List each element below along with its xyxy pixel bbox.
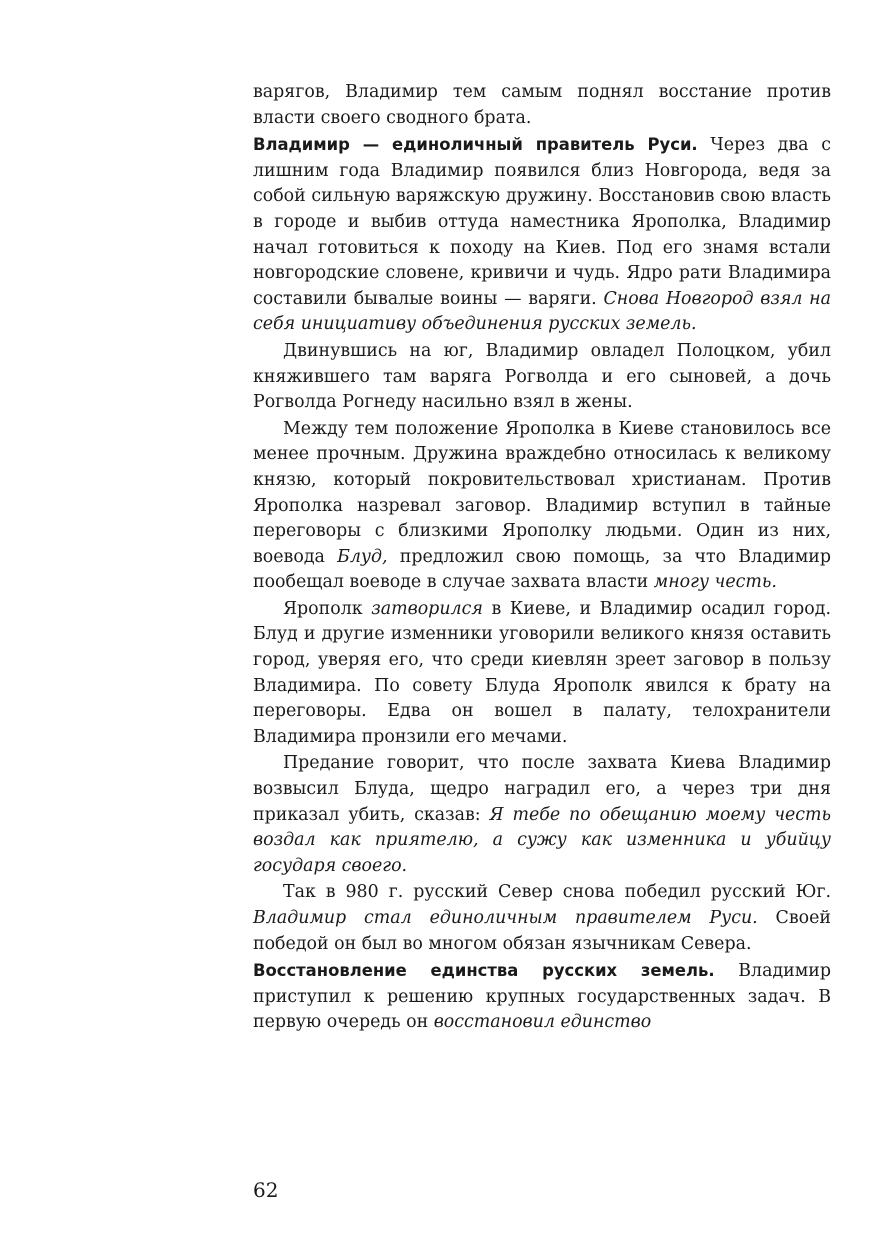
paragraph-text: Владимир приступил к решению крупных государственных задач. В первую очередь он	[253, 961, 831, 1033]
italic-text: Владимир стал единоличным правителем Руси.	[253, 908, 758, 928]
page-body	[253, 80, 831, 1037]
paragraph-text: в Киеве, и Владимир осадил город. Блуд и другие изменники уговорили великого князя оставить город, уверяя его, что среди киевлян зреет заговор в пользу Владимира. По совету Блуда Ярополк явился к брату на переговоры. Едва он вошел в палату, телохранители Владимира пронзили его мечами.	[253, 598, 831, 747]
page-number: 62	[253, 1178, 279, 1202]
section-paragraph	[253, 958, 831, 1036]
paragraph	[253, 597, 831, 751]
section-heading: Восстановление единства русских земель.	[253, 961, 715, 981]
italic-text: затворился	[371, 598, 483, 619]
paragraph-text: Через два с лишним года Владимир появился близ Новгорода, ведя за собой сильную варяжскую дружину. Восстановив свою власть в городе и выбив оттуда наместника Ярополка, Владимир начал готовиться к походу на Киев. Под его знамя встали новгородские словене, кривичи и чудь. Ядро рати Владимира составили бывалые воины — варяги.	[253, 135, 831, 309]
paragraph-text: Между тем положение Ярополка в Киеве становилось все менее прочным. Дружина враждебно относилась к великому князю, который покровительствовал христианам. Против Ярополка назревал заговор. Владимир вступил в тайные переговоры с близкими Ярополку людьми. Один из них, воевода	[253, 418, 831, 567]
paragraph-text: Ярополк	[283, 598, 372, 619]
paragraph	[253, 880, 831, 957]
paragraph-text: Так в 980 г. русский Север снова победил русский Юг.	[283, 882, 831, 903]
section-paragraph	[253, 132, 831, 338]
italic-text: восстановил единство	[433, 1012, 652, 1033]
italic-text: Снова Новгород взял на себя инициативу объединения русских земель.	[253, 288, 832, 335]
italic-text: Блуд,	[337, 546, 388, 567]
paragraph	[253, 417, 831, 596]
paragraph-text: Предание говорит, что после захвата Киева Владимир возвысил Блуда, щедро наградил его, а через три дня приказал убить, сказав:	[253, 753, 831, 825]
italic-text: Я тебе по обещанию моему честь воздал как приятелю, а сужу как изменника и убийцу государя своего.	[253, 804, 832, 876]
section-heading: Владимир — единоличный правитель Руси.	[253, 135, 698, 155]
italic-text: многу честь.	[653, 572, 777, 593]
paragraph-text: предложил свою помощь, за что Владимир пообещал воеводе в случае захвата власти	[253, 546, 831, 593]
paragraph	[253, 751, 831, 879]
paragraph: варягов, Владимир тем самым поднял восстание против власти своего сводного брата.	[253, 82, 831, 128]
paragraph-text: Своей победой он был во многом обязан язычникам Севера.	[253, 908, 831, 954]
paragraph: Двинувшись на юг, Владимир овладел Полоцком, убил княжившего там варяга Рогволда и его сыновей, а дочь Рогволда Рогнеду насильно взял в жены.	[253, 340, 831, 413]
